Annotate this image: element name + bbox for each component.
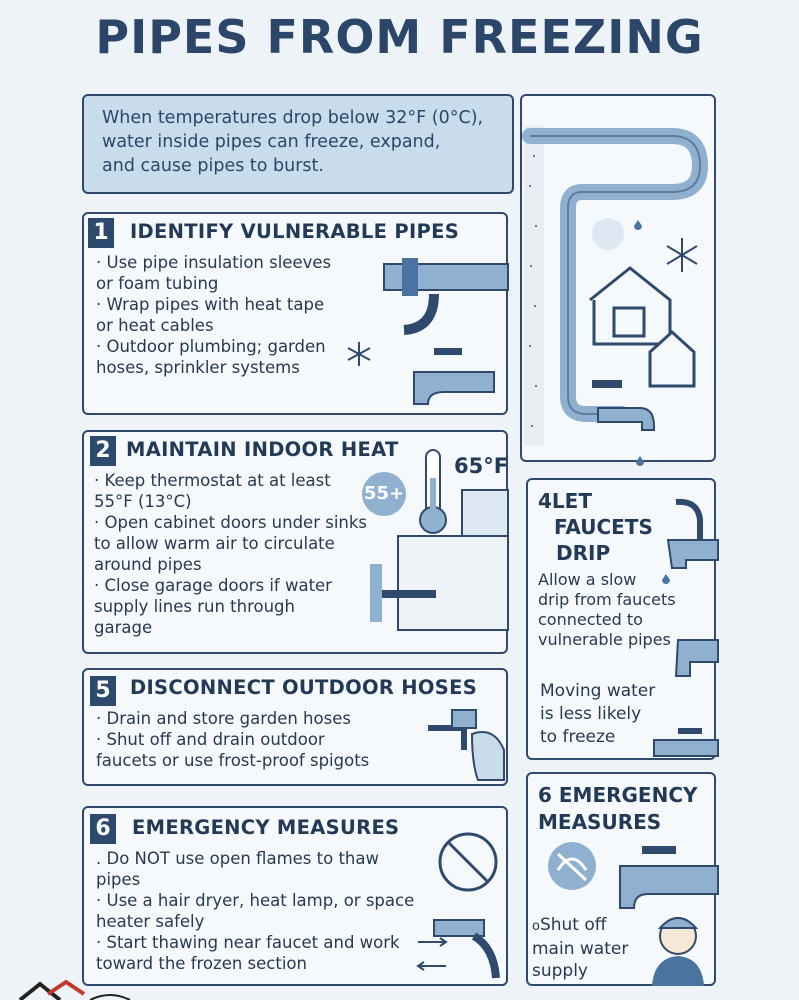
list-item: hoses, sprinkler systems xyxy=(96,358,300,377)
step-2-card xyxy=(82,430,508,654)
list-item: to allow warm air to circulate xyxy=(94,534,335,553)
intro-line: and cause pipes to burst. xyxy=(102,156,324,176)
faucet-icon xyxy=(676,640,718,676)
temperature-label: 65°F xyxy=(454,454,509,478)
list-item: supply lines run through xyxy=(94,597,295,616)
step-number: 5 xyxy=(90,676,116,706)
valve-icon xyxy=(620,846,718,908)
text-line: drip from faucets xyxy=(538,590,676,609)
list-item: around pipes xyxy=(94,555,202,574)
heading-line: LET xyxy=(551,489,592,513)
let-faucets-drip-card xyxy=(526,478,716,760)
text-line: vulnerable pipes xyxy=(538,630,671,649)
house-icon xyxy=(590,268,694,386)
step-number: 2 xyxy=(90,436,116,466)
snowflake-icon xyxy=(348,342,370,366)
snowflake-icon xyxy=(667,238,697,272)
intro-box xyxy=(82,94,514,194)
text-line: is less likely xyxy=(540,704,642,724)
heading-line: DRIP xyxy=(556,541,611,565)
shutoff-valve-illustration xyxy=(528,774,718,988)
step-6-card xyxy=(82,806,508,986)
step-1-card xyxy=(82,212,508,415)
list-item: · Drain and store garden hoses xyxy=(96,709,351,728)
list-item: toward the frozen section xyxy=(96,954,307,973)
house-pipes-illustration xyxy=(522,96,718,464)
list-item: pipes xyxy=(96,870,141,889)
faucet-icon xyxy=(592,380,654,430)
list-item: · Start thawing near faucet and work xyxy=(96,933,400,952)
faucet-icon xyxy=(654,728,718,756)
thermostat-dial: 55+ xyxy=(362,472,406,516)
list-item: · Outdoor plumbing; garden xyxy=(96,337,326,356)
list-item: · Use a hair dryer, heat lamp, or space xyxy=(96,891,415,910)
step-number: 4 xyxy=(538,489,552,513)
step-heading: MAINTAIN INDOOR HEAT xyxy=(126,438,399,461)
page-title: PIPES FROM FREEZING xyxy=(95,10,704,64)
step-5-card xyxy=(82,668,508,786)
arrow-icon xyxy=(418,938,446,970)
text-line: connected to xyxy=(538,610,643,629)
faucet-icon xyxy=(414,348,494,404)
list-item: 55°F (13°C) xyxy=(94,492,192,511)
faucet-icon xyxy=(668,502,718,568)
list-item: faucets or use frost-proof spigots xyxy=(96,751,370,770)
list-item: · Use pipe insulation sleeves xyxy=(96,253,332,272)
plumber-avatar xyxy=(652,918,704,986)
brand-logo xyxy=(0,980,120,1000)
hose-illustration xyxy=(84,670,510,788)
emergency-illustration xyxy=(84,808,510,988)
text-line: supply xyxy=(532,961,588,981)
heading-line: MEASURES xyxy=(538,810,662,834)
list-item: · Keep thermostat at at least xyxy=(94,471,331,490)
heading-line: FAUCETS xyxy=(554,515,653,539)
cabinet-thermometer-illustration xyxy=(84,432,510,656)
text-line: Shut off xyxy=(539,915,607,935)
list-item: · Close garage doors if water xyxy=(94,576,332,595)
side-description: oShut off main water supply xyxy=(532,915,629,981)
pipe-illustration-panel xyxy=(520,94,716,462)
list-item: garage xyxy=(94,618,153,637)
text-line: Allow a slow xyxy=(538,570,637,589)
no-flame-icon xyxy=(440,834,496,890)
text-line: Moving water xyxy=(540,681,656,701)
list-item: heater safely xyxy=(96,912,205,931)
step-number: 1 xyxy=(88,218,114,248)
step-heading: EMERGENCY MEASURES xyxy=(132,816,400,839)
list-item: . Do NOT use open flames to thaw xyxy=(96,849,379,868)
list-item: · Shut off and drain outdoor xyxy=(96,730,325,749)
text-line: to freeze xyxy=(540,727,616,747)
intro-line: water inside pipes can freeze, expand, xyxy=(102,132,441,152)
step-number: 6 xyxy=(90,814,116,844)
list-item: · Wrap pipes with heat tape xyxy=(96,295,325,314)
dripping-faucet-illustration xyxy=(528,480,718,762)
insulated-pipe-illustration xyxy=(84,214,510,417)
shut-off-water-card xyxy=(526,772,716,986)
intro-line: When temperatures drop below 32°F (0°C), xyxy=(102,108,484,128)
list-item: or heat cables xyxy=(96,316,214,335)
list-item: · Open cabinet doors under sinks xyxy=(94,513,368,532)
heading-line: 6 EMERGENCY xyxy=(538,783,698,807)
no-water-icon xyxy=(548,842,596,890)
step-heading: DISCONNECT OUTDOOR HOSES xyxy=(130,676,478,699)
text-line: main water xyxy=(532,939,629,959)
thermometer-icon xyxy=(420,450,446,533)
step-heading: IDENTIFY VULNERABLE PIPES xyxy=(130,220,460,243)
list-item: or foam tubing xyxy=(96,274,219,293)
